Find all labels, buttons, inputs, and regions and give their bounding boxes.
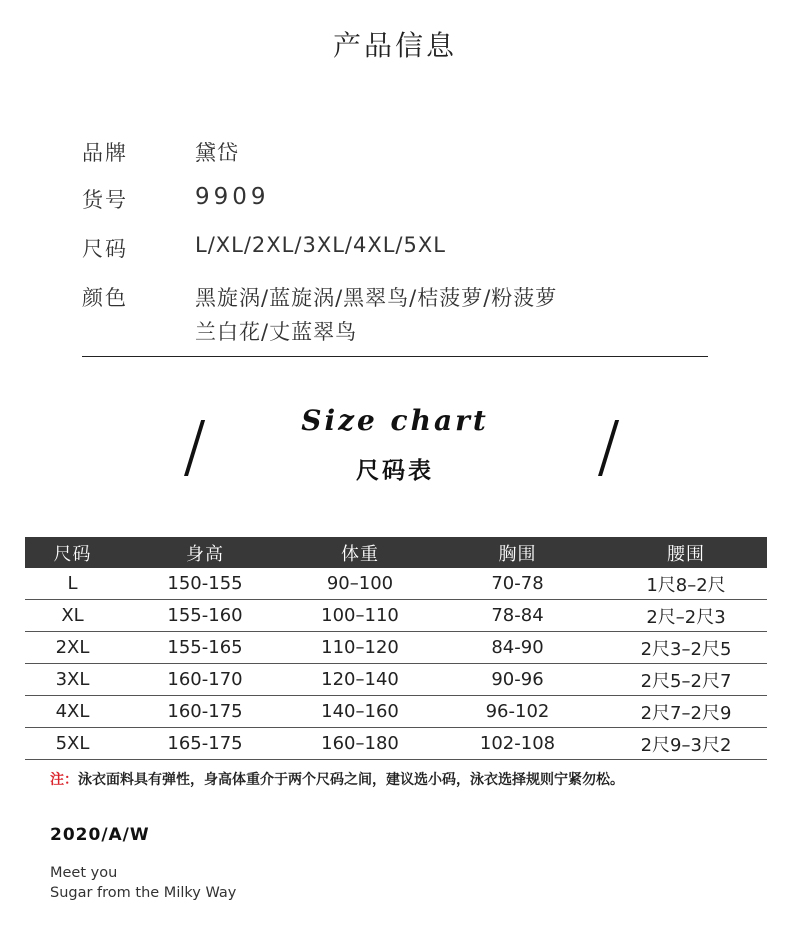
page-title: 产品信息 xyxy=(332,29,457,62)
color-value-line1: 黑旋涡/蓝旋涡/黑翠鸟/桔菠萝/粉菠萝 xyxy=(195,286,558,310)
item-value: 9909 xyxy=(195,184,270,210)
header-waist: 腰围 xyxy=(605,537,767,568)
header-size: 尺码 xyxy=(25,537,120,568)
cell-height: 155-160 xyxy=(120,600,290,632)
cell-waist: 2尺3–2尺5 xyxy=(605,632,767,664)
size-note xyxy=(50,769,624,789)
tagline-line2: Sugar from the Milky Way xyxy=(50,885,237,901)
size-chart-title-cn: 尺码表 xyxy=(356,458,434,484)
cell-size: 5XL xyxy=(25,728,120,760)
cell-height: 160-170 xyxy=(120,664,290,696)
cell-bust: 102-108 xyxy=(430,728,605,760)
cell-waist: 2尺9–3尺2 xyxy=(605,728,767,760)
cell-weight: 90–100 xyxy=(290,568,430,600)
cell-height: 165-175 xyxy=(120,728,290,760)
info-divider xyxy=(82,356,708,357)
cell-weight: 120–140 xyxy=(290,664,430,696)
cell-bust: 84-90 xyxy=(430,632,605,664)
note-prefix: 注： xyxy=(50,772,78,788)
table-row xyxy=(25,600,767,632)
cell-bust: 78-84 xyxy=(430,600,605,632)
cell-weight: 160–180 xyxy=(290,728,430,760)
cell-waist: 2尺5–2尺7 xyxy=(605,664,767,696)
color-value-line2: 兰白花/丈蓝翠鸟 xyxy=(195,320,358,344)
cell-waist: 2尺7–2尺9 xyxy=(605,696,767,728)
cell-bust: 90-96 xyxy=(430,664,605,696)
cell-size: L xyxy=(25,568,120,600)
table-row xyxy=(25,696,767,728)
cell-height: 160-175 xyxy=(120,696,290,728)
color-label: 颜色 xyxy=(82,286,128,310)
season-label: 2020/A/W xyxy=(50,825,150,845)
size-value: L/XL/2XL/3XL/4XL/5XL xyxy=(195,233,446,257)
cell-size: 2XL xyxy=(25,632,120,664)
brand-value: 黛岱 xyxy=(195,141,239,165)
size-chart-title-en: Size chart xyxy=(301,404,489,437)
item-label: 货号 xyxy=(82,188,128,212)
cell-waist: 1尺8–2尺 xyxy=(605,568,767,600)
cell-height: 150-155 xyxy=(120,568,290,600)
tagline-line1: Meet you xyxy=(50,865,118,881)
cell-bust: 70-78 xyxy=(430,568,605,600)
cell-height: 155-165 xyxy=(120,632,290,664)
table-header-row xyxy=(25,537,767,568)
cell-size: 3XL xyxy=(25,664,120,696)
cell-size: 4XL xyxy=(25,696,120,728)
brand-label: 品牌 xyxy=(82,141,128,165)
cell-waist: 2尺–2尺3 xyxy=(605,600,767,632)
header-weight: 体重 xyxy=(290,537,430,568)
note-text: 泳衣面料具有弹性，身高体重介于两个尺码之间，建议选小码，泳衣选择规则宁紧勿松。 xyxy=(78,772,624,788)
cell-bust: 96-102 xyxy=(430,696,605,728)
cell-size: XL xyxy=(25,600,120,632)
cell-weight: 140–160 xyxy=(290,696,430,728)
table-row xyxy=(25,728,767,760)
size-table xyxy=(25,537,767,760)
header-bust: 胸围 xyxy=(430,537,605,568)
header-height: 身高 xyxy=(120,537,290,568)
table-row xyxy=(25,632,767,664)
table-row xyxy=(25,568,767,600)
table-row xyxy=(25,664,767,696)
cell-weight: 110–120 xyxy=(290,632,430,664)
cell-weight: 100–110 xyxy=(290,600,430,632)
size-label: 尺码 xyxy=(82,237,128,261)
